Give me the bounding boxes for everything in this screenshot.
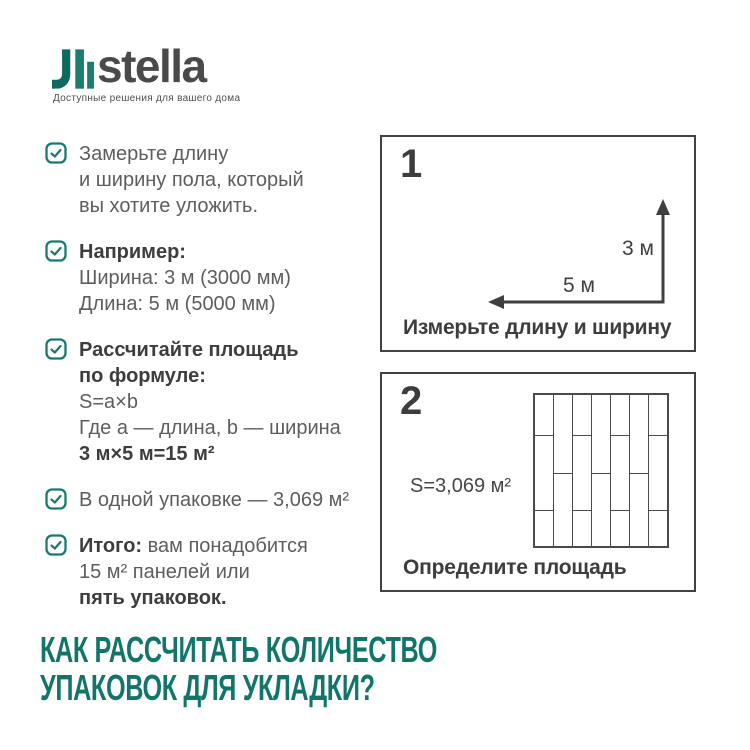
step-1-caption: Измерьте длину и ширину xyxy=(403,316,672,339)
step-2-caption: Определите площадь xyxy=(403,556,627,579)
floor-plank xyxy=(592,395,610,474)
step-1-number: 1 xyxy=(400,142,423,186)
floor-plank xyxy=(649,436,667,512)
floor-panels-diagram xyxy=(533,393,669,548)
floor-plank-column xyxy=(573,395,592,546)
checkmark-icon xyxy=(45,240,67,262)
checkmark-icon xyxy=(45,338,67,360)
checkmark-icon xyxy=(45,488,67,510)
checklist-item-text: Например: Ширина: 3 м (3000 мм) Длина: 5 м (5000 мм) xyxy=(79,241,291,315)
floor-plank xyxy=(611,436,629,512)
main-heading xyxy=(40,631,437,707)
main-heading-line2: УПАКОВОК ДЛЯ УКЛАДКИ? xyxy=(40,667,375,708)
floor-plank xyxy=(573,511,591,546)
brand-name: stella xyxy=(97,40,206,92)
floor-plank xyxy=(611,511,629,546)
floor-plank xyxy=(554,474,572,546)
checklist-item xyxy=(45,337,385,467)
checklist-item xyxy=(45,487,385,513)
checklist-item-text: Итого: вам понадобится 15 м² панелей или пять упаковок. xyxy=(79,535,308,609)
floor-plank xyxy=(649,395,667,436)
checkmark-icon xyxy=(45,534,67,556)
length-dimension-label: 5 м xyxy=(563,274,595,297)
floor-plank-column xyxy=(630,395,649,546)
height-dimension-label: 3 м xyxy=(622,237,654,260)
floor-plank xyxy=(535,395,553,436)
floor-plank xyxy=(554,395,572,474)
step-1-box xyxy=(380,135,696,352)
instructions-checklist xyxy=(45,141,385,631)
floor-plank xyxy=(535,436,553,512)
checklist-item xyxy=(45,533,385,611)
step-2-box xyxy=(380,372,696,592)
floor-plank xyxy=(535,511,553,546)
floor-plank xyxy=(649,511,667,546)
package-area-label: S=3,069 м² xyxy=(410,475,512,497)
floor-plank xyxy=(573,395,591,436)
step-2-number: 2 xyxy=(400,379,423,423)
floor-plank xyxy=(573,436,591,512)
main-heading-line1: КАК РАССЧИТАТЬ КОЛИЧЕСТВО xyxy=(40,629,438,670)
floor-plank xyxy=(630,395,648,474)
floor-plank-column xyxy=(611,395,630,546)
floor-plank xyxy=(611,395,629,436)
checkmark-icon xyxy=(45,142,67,164)
floor-plank-column xyxy=(649,395,667,546)
floor-plank xyxy=(630,474,648,546)
checklist-item-text: Замерьте длину и ширину пола, который вы хотите уложить. xyxy=(79,143,304,217)
checklist-item xyxy=(45,239,385,317)
floor-plank xyxy=(592,474,610,546)
floor-plank-column xyxy=(592,395,611,546)
checklist-item xyxy=(45,141,385,219)
floor-plank-column xyxy=(554,395,573,546)
floor-plank-column xyxy=(535,395,554,546)
checklist-item-text: Рассчитайте площадь по формуле: S=a×b Где a — длина, b — ширина 3 м×5 м=15 м² xyxy=(79,339,341,465)
checklist-item-text: В одной упаковке — 3,069 м² xyxy=(79,489,350,511)
stella-logo-icon xyxy=(52,47,94,92)
brand-tagline: Доступные решения для вашего дома xyxy=(53,93,241,104)
